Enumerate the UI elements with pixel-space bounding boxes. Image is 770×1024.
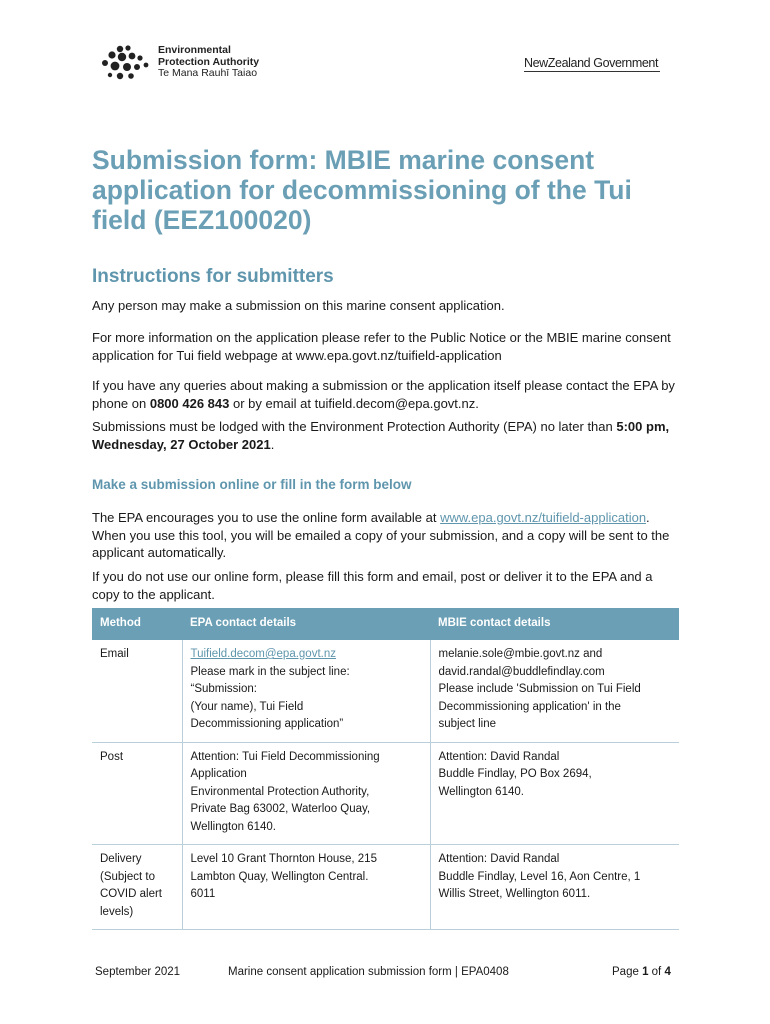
contact-table xyxy=(92,608,679,930)
method-line: Email xyxy=(100,648,129,660)
mbie-line: melanie.sole@mbie.govt.nz and xyxy=(438,648,603,660)
mbie-line: Willis Street, Wellington 6011. xyxy=(438,888,591,900)
online-para-1-text-a: The EPA encourages you to use the online form available at xyxy=(92,510,441,525)
online-heading: Make a submission online or fill in the form below xyxy=(92,477,412,492)
page-of: of xyxy=(648,966,665,978)
method-cell xyxy=(92,845,182,930)
epa-line: Level 10 Grant Thornton House, 215 xyxy=(190,853,377,865)
page-total: 4 xyxy=(664,966,671,978)
instructions-para-1: Any person may make a submission on this marine consent application. xyxy=(92,298,505,313)
mbie-line: Buddle Findlay, PO Box 2694, xyxy=(438,768,592,780)
mbie-cell xyxy=(430,640,679,742)
para-3-text-a: If you have any queries about making a submission or the application itself please contact the EPA by phone on xyxy=(92,378,675,411)
table-header-row xyxy=(92,608,679,640)
method-cell xyxy=(92,640,182,742)
epa-cell xyxy=(182,845,430,930)
government-underline xyxy=(524,71,660,72)
header-epa: EPA contact details xyxy=(182,608,430,640)
mbie-line: subject line xyxy=(438,718,497,730)
method-line: Delivery xyxy=(100,853,142,865)
logo-line-3: Te Mana Rauhī Taiao xyxy=(158,67,258,79)
epa-line: Lambton Quay, Wellington Central. xyxy=(190,870,369,883)
mbie-line: Please include 'Submission on Tui Field xyxy=(438,683,641,695)
footer-date: September 2021 xyxy=(95,966,181,978)
epa-cell xyxy=(182,742,430,845)
epa-line: Private Bag 63002, Waterloo Quay, xyxy=(190,803,371,815)
header-mbie: MBIE contact details xyxy=(430,608,679,640)
epa-line: Application xyxy=(190,768,247,780)
epa-logo-text xyxy=(158,45,259,80)
epa-line: Attention: Tui Field Decommissioning xyxy=(190,750,380,763)
logo-line-2: Protection Authority xyxy=(158,55,260,68)
epa-line: 6011 xyxy=(190,888,216,900)
page-prefix: Page xyxy=(612,966,643,978)
instructions-heading: Instructions for submitters xyxy=(92,266,334,287)
online-para-1 xyxy=(92,509,682,562)
para-3-text-b: or by email at tuifield.decom@epa.govt.nz. xyxy=(229,395,479,411)
nz-government-logo: NewZealand Government xyxy=(524,56,659,70)
mbie-line: Buddle Findlay, Level 16, Aon Centre, 1 xyxy=(438,870,641,883)
online-para-1-text-b: . When you use this tool, you will be emailed a copy of your submission, and a copy will be sent to the applicant automatically. xyxy=(92,510,670,560)
online-form-link[interactable]: www.epa.govt.nz/tuifield-application xyxy=(440,510,647,525)
page-title: Submission form: MBIE marine consent application for decommissioning of the Tui field (EEZ100020) xyxy=(92,145,632,235)
method-cell xyxy=(92,742,182,845)
mbie-line: Attention: David Randal xyxy=(438,750,560,763)
epa-line: Environmental Protection Authority, xyxy=(190,785,370,798)
epa-cell xyxy=(182,640,430,742)
header-method: Method xyxy=(92,608,182,640)
method-line: levels) xyxy=(100,905,134,918)
mbie-cell xyxy=(430,845,679,930)
table-row-post xyxy=(92,742,679,845)
epa-email-link[interactable]: Tuifield.decom@epa.govt.nz xyxy=(190,648,336,660)
method-line: (Subject to xyxy=(100,870,155,883)
submission-deadline: 5:00 pm, Wednesday, 27 October 2021 xyxy=(92,419,670,452)
table-row-delivery xyxy=(92,845,679,930)
footer-document: Marine consent application submission form | EPA0408 xyxy=(228,966,509,978)
epa-line: Decommissioning application” xyxy=(190,718,344,730)
epa-line: Please mark in the subject line: xyxy=(190,665,350,678)
mbie-cell xyxy=(430,742,679,845)
epa-line: Wellington 6140. xyxy=(190,820,276,833)
para-4-text-a: Submissions must be lodged with the Environment Protection Authority (EPA) no later than xyxy=(92,419,617,434)
online-para-2: If you do not use our online form, please fill this form and email, post or deliver it to the EPA and a copy to the applicant. xyxy=(92,569,653,602)
epa-logo-icon xyxy=(100,44,152,82)
logo-line-1: Environmental xyxy=(158,44,231,56)
instructions-para-4 xyxy=(92,418,682,453)
instructions-para-2: For more information on the application please refer to the Public Notice or the MBIE marine consent application for Tui field webpage at www.epa.govt.nz/tuifield-application xyxy=(92,330,671,363)
mbie-line: david.randal@buddlefindlay.com xyxy=(438,665,605,678)
para-4-text-b: . xyxy=(270,436,275,452)
table-row-email xyxy=(92,640,679,742)
page-current: 1 xyxy=(642,966,649,978)
mbie-line: Decommissioning application' in the xyxy=(438,700,621,713)
epa-phone: 0800 426 843 xyxy=(149,395,230,411)
mbie-line: Attention: David Randal xyxy=(438,853,560,865)
instructions-para-3 xyxy=(92,377,682,412)
epa-line: (Your name), Tui Field xyxy=(190,700,304,713)
mbie-line: Wellington 6140. xyxy=(438,785,524,798)
method-line: Post xyxy=(100,750,124,763)
footer-page-number xyxy=(612,966,671,978)
method-line: COVID alert xyxy=(100,888,162,900)
epa-line: “Submission: xyxy=(190,683,257,695)
